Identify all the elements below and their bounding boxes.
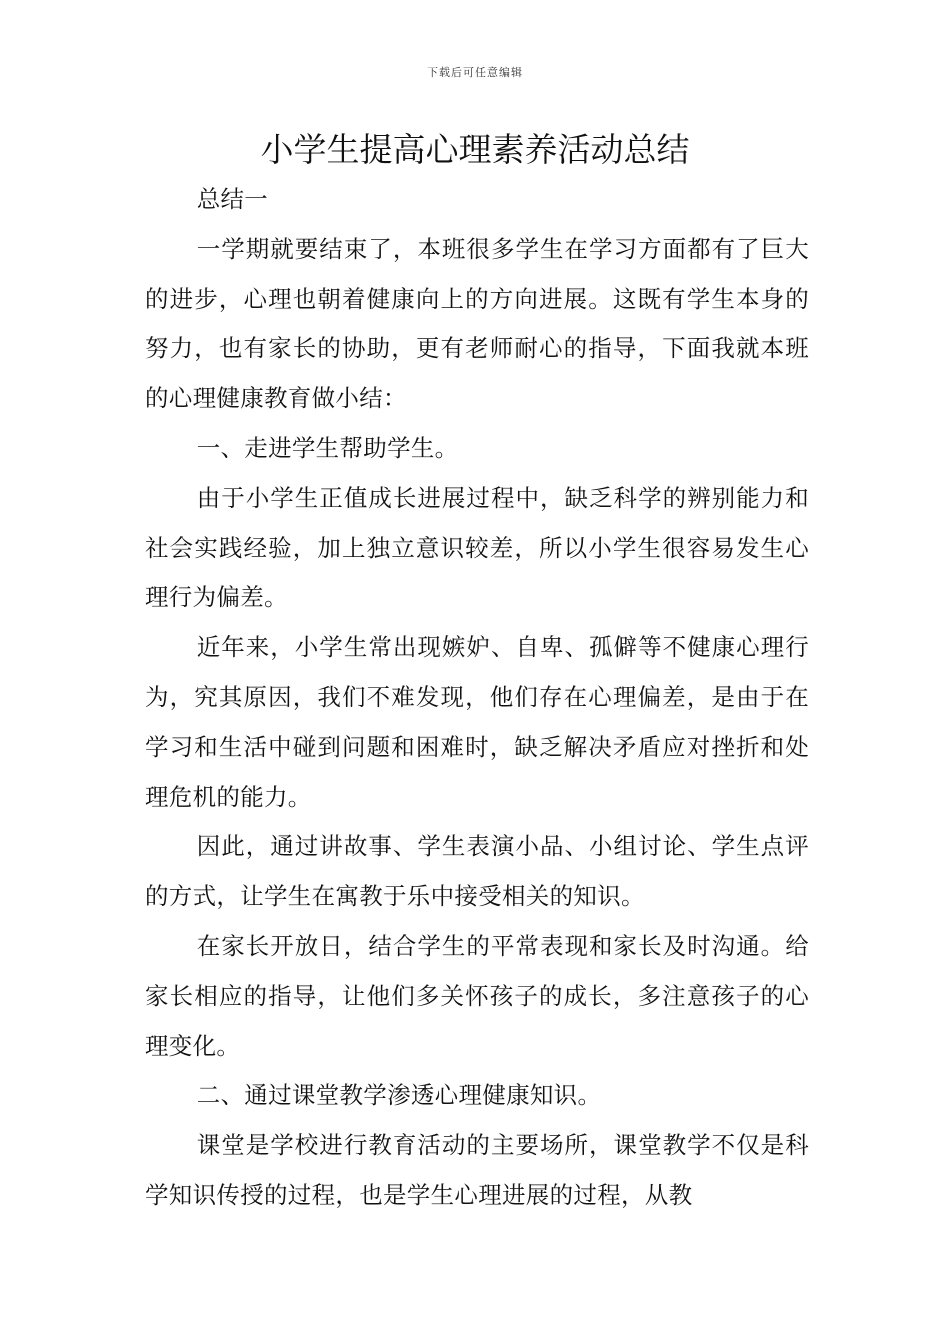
section-label-summary-one: 总结一: [196, 185, 269, 213]
document-body: [145, 175, 809, 1221]
header-note: 下载后可任意编辑: [427, 66, 523, 79]
document-title: 小学生提高心理素养活动总结: [260, 130, 690, 169]
section-heading-2: 二、通过课堂教学渗透心理健康知识。: [196, 1081, 602, 1110]
section-heading-1: 一、走进学生帮助学生。: [196, 433, 459, 462]
paragraph-classroom: 课堂是学校进行教育活动的主要场所，课堂教学不仅是科学知识传授的过程，也是学生心理进展的过程，从教: [145, 1131, 809, 1209]
paragraph-recent-years: 近年来，小学生常出现嫉妒、自卑、孤僻等不健康心理行为，究其原因，我们不难发现，他们存在心理偏差，是由于在学习和生活中碰到问题和困难时，缺乏解决矛盾应对挫折和处理危机的能力。: [145, 633, 809, 811]
paragraph-methods: 因此，通过讲故事、学生表演小品、小组讨论、学生点评的方式，让学生在寓教于乐中接受相关的知识。: [145, 832, 809, 911]
paragraph-intro: 一学期就要结束了，本班很多学生在学习方面都有了巨大的进步，心理也朝着健康向上的方向进展。这既有学生本身的努力，也有家长的协助，更有老师耐心的指导，下面我就本班的心理健康教育做小结：: [145, 234, 809, 413]
paragraph-parents-day: 在家长开放日，结合学生的平常表现和家长及时沟通。给家长相应的指导，让他们多关怀孩子的成长，多注意孩子的心理变化。: [145, 931, 809, 1060]
paragraph-growth: 由于小学生正值成长进展过程中，缺乏科学的辨别能力和社会实践经验，加上独立意识较差，所以小学生很容易发生心理行为偏差。: [145, 483, 809, 612]
